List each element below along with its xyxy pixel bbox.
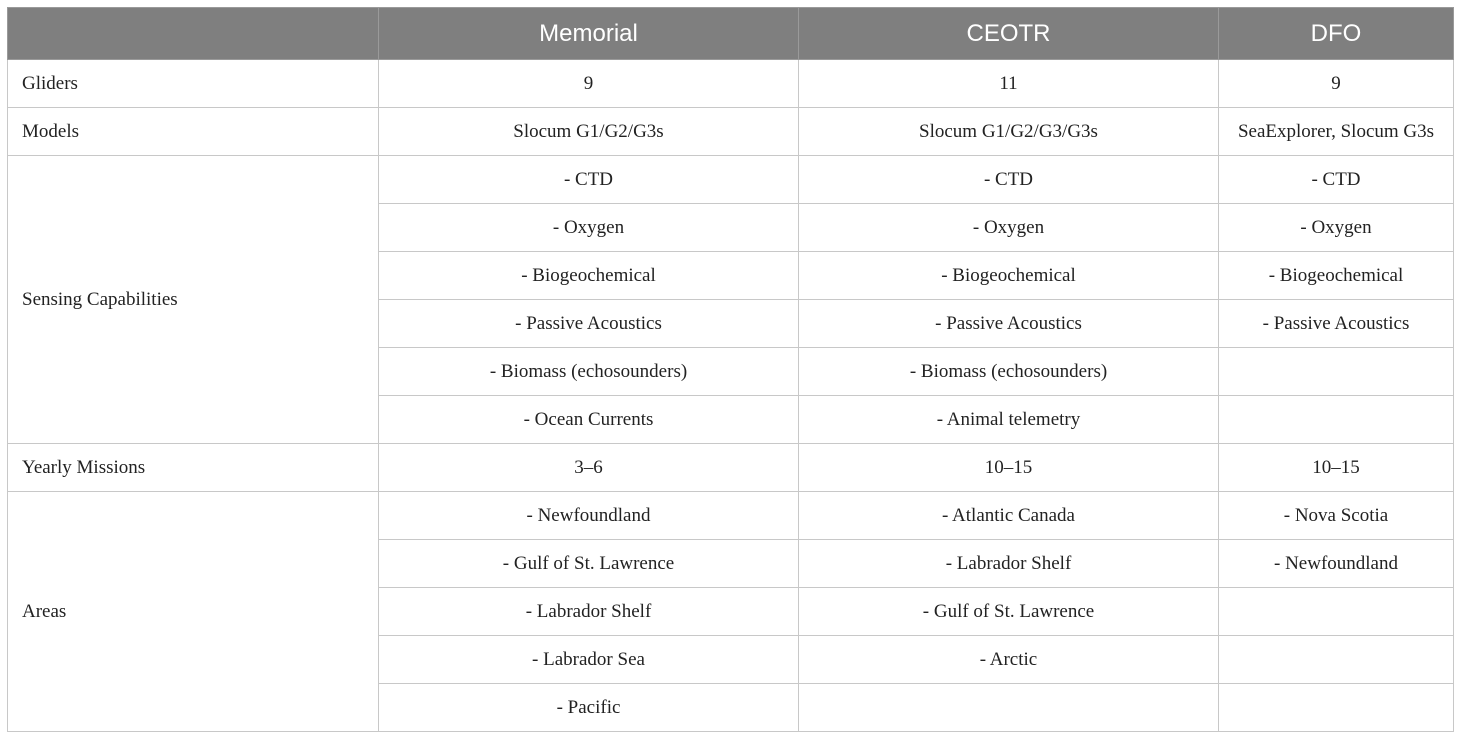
table-row (8, 492, 1454, 540)
table-cell: - Passive Acoustics (379, 300, 799, 348)
table-cell: SeaExplorer, Slocum G3s (1219, 108, 1454, 156)
row-label-missions: Yearly Missions (8, 444, 379, 492)
table-cell: - Newfoundland (1219, 540, 1454, 588)
table-cell: - Passive Acoustics (1219, 300, 1454, 348)
table-cell: - Oxygen (799, 204, 1219, 252)
comparison-table (7, 7, 1454, 732)
table-cell: - Labrador Sea (379, 636, 799, 684)
table-cell: - CTD (1219, 156, 1454, 204)
table-cell: - Labrador Shelf (799, 540, 1219, 588)
table-cell: - CTD (799, 156, 1219, 204)
table-cell: 10–15 (1219, 444, 1454, 492)
table-cell: - CTD (379, 156, 799, 204)
table-cell: Slocum G1/G2/G3/G3s (799, 108, 1219, 156)
table-cell: - Animal telemetry (799, 396, 1219, 444)
table-cell: - Ocean Currents (379, 396, 799, 444)
table-cell: Slocum G1/G2/G3s (379, 108, 799, 156)
table-cell: - Gulf of St. Lawrence (799, 588, 1219, 636)
table-cell: 3–6 (379, 444, 799, 492)
header-corner (8, 8, 379, 60)
table-cell: 9 (1219, 60, 1454, 108)
row-label-gliders: Gliders (8, 60, 379, 108)
table-cell: - Labrador Shelf (379, 588, 799, 636)
table-cell (1219, 684, 1454, 732)
table-cell (1219, 348, 1454, 396)
header-memorial: Memorial (379, 8, 799, 60)
table-cell: - Oxygen (1219, 204, 1454, 252)
table-row (8, 444, 1454, 492)
table-cell: - Biomass (echosounders) (379, 348, 799, 396)
row-label-areas: Areas (8, 492, 379, 732)
table-cell: - Nova Scotia (1219, 492, 1454, 540)
header-dfo: DFO (1219, 8, 1454, 60)
row-label-models: Models (8, 108, 379, 156)
table-cell: - Biomass (echosounders) (799, 348, 1219, 396)
table-cell (799, 684, 1219, 732)
table-cell (1219, 636, 1454, 684)
table-cell: - Atlantic Canada (799, 492, 1219, 540)
table-cell (1219, 588, 1454, 636)
table-row (8, 156, 1454, 204)
table-cell: - Biogeochemical (379, 252, 799, 300)
table-cell: - Gulf of St. Lawrence (379, 540, 799, 588)
table-cell: - Newfoundland (379, 492, 799, 540)
table-cell: - Oxygen (379, 204, 799, 252)
table-cell: - Biogeochemical (799, 252, 1219, 300)
table-cell: 9 (379, 60, 799, 108)
table-cell: - Passive Acoustics (799, 300, 1219, 348)
header-ceotr: CEOTR (799, 8, 1219, 60)
table-cell: 10–15 (799, 444, 1219, 492)
table-row (8, 108, 1454, 156)
table-cell: 11 (799, 60, 1219, 108)
row-label-sensing: Sensing Capabilities (8, 156, 379, 444)
table-cell: - Arctic (799, 636, 1219, 684)
table-row (8, 60, 1454, 108)
table-cell: - Biogeochemical (1219, 252, 1454, 300)
header-row (8, 8, 1454, 60)
table-cell: - Pacific (379, 684, 799, 732)
table-cell (1219, 396, 1454, 444)
